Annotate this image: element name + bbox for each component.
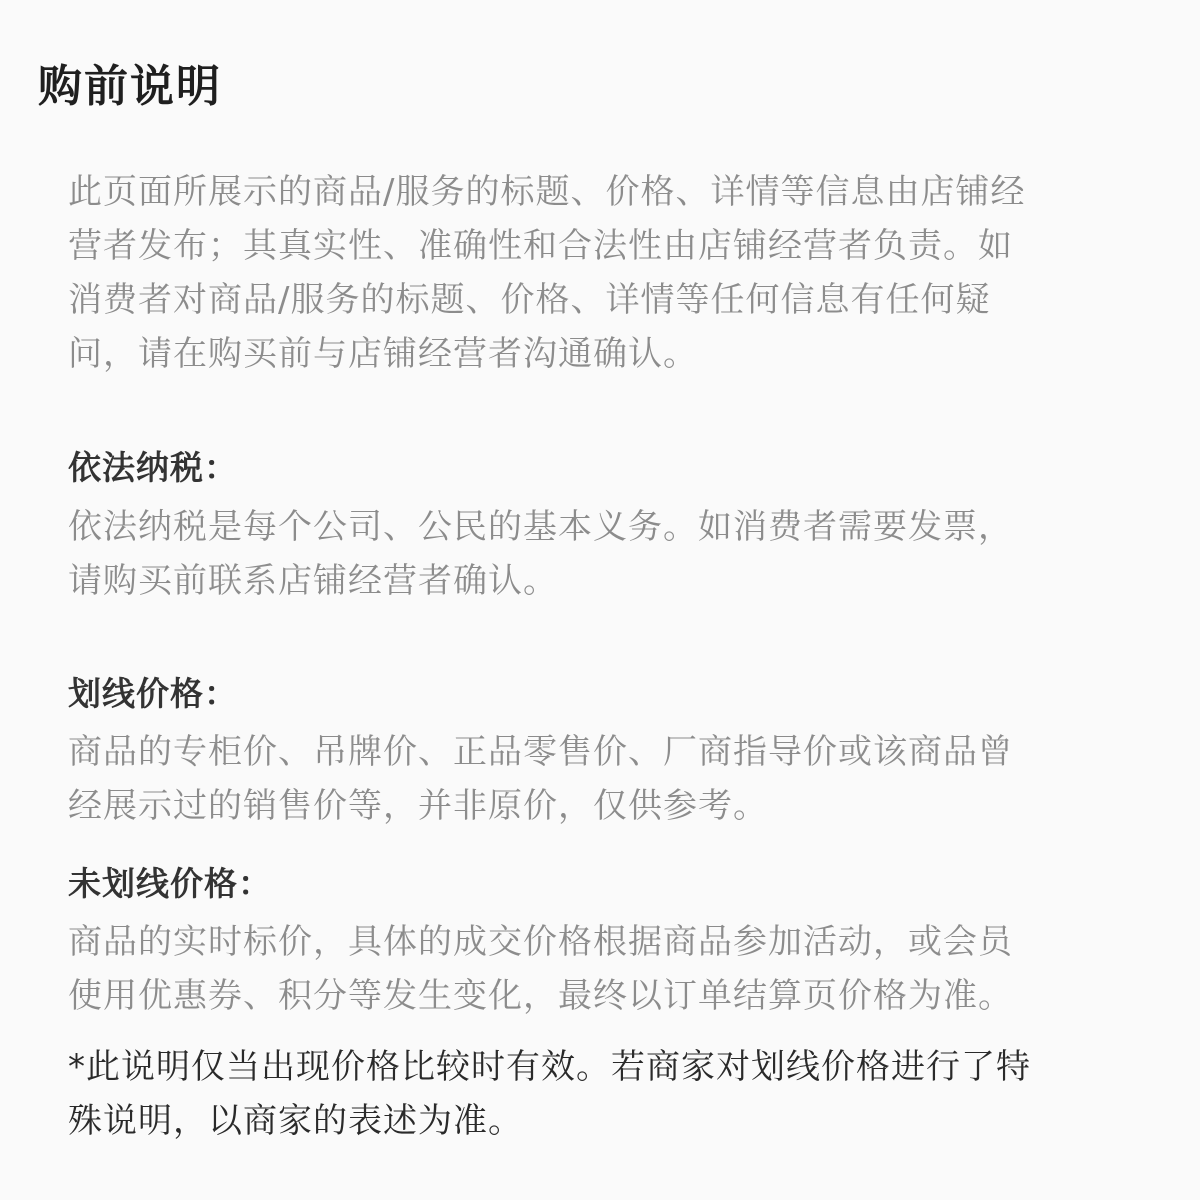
intro-line: 营者发布；其真实性、准确性和合法性由店铺经营者负责。如 [68, 226, 1013, 266]
note-line: 殊说明，以商家的表述为准。 [68, 1101, 523, 1141]
disclaimer-note [68, 1040, 1148, 1148]
page-title: 购前说明 [38, 61, 222, 112]
intro-line: 此页面所展示的商品/服务的标题、价格、详情等信息由店铺经 [68, 172, 1026, 212]
tax-heading: 依法纳税： [68, 448, 238, 487]
tax-line: 依法纳税是每个公司、公民的基本义务。如消费者需要发票， [68, 507, 1013, 547]
unstruck-price-paragraph [68, 915, 1148, 1023]
unstruck-price-heading: 未划线价格： [68, 864, 272, 903]
strike-price-line: 商品的专柜价、吊牌价、正品零售价、厂商指导价或该商品曾 [68, 732, 1013, 772]
intro-paragraph [68, 165, 1148, 381]
intro-line: 消费者对商品/服务的标题、价格、详情等任何信息有任何疑 [68, 280, 991, 320]
note-line: *此说明仅当出现价格比较时有效。若商家对划线价格进行了特 [68, 1047, 1031, 1087]
unstruck-price-line: 使用优惠券、积分等发生变化，最终以订单结算页价格为准。 [68, 976, 1013, 1016]
unstruck-price-line: 商品的实时标价，具体的成交价格根据商品参加活动，或会员 [68, 922, 1013, 962]
intro-line: 问，请在购买前与店铺经营者沟通确认。 [68, 334, 698, 374]
tax-line: 请购买前联系店铺经营者确认。 [68, 561, 558, 601]
tax-paragraph [68, 500, 1148, 608]
strike-price-heading: 划线价格： [68, 674, 238, 713]
strike-price-paragraph [68, 725, 1148, 833]
strike-price-line: 经展示过的销售价等，并非原价，仅供参考。 [68, 786, 768, 826]
